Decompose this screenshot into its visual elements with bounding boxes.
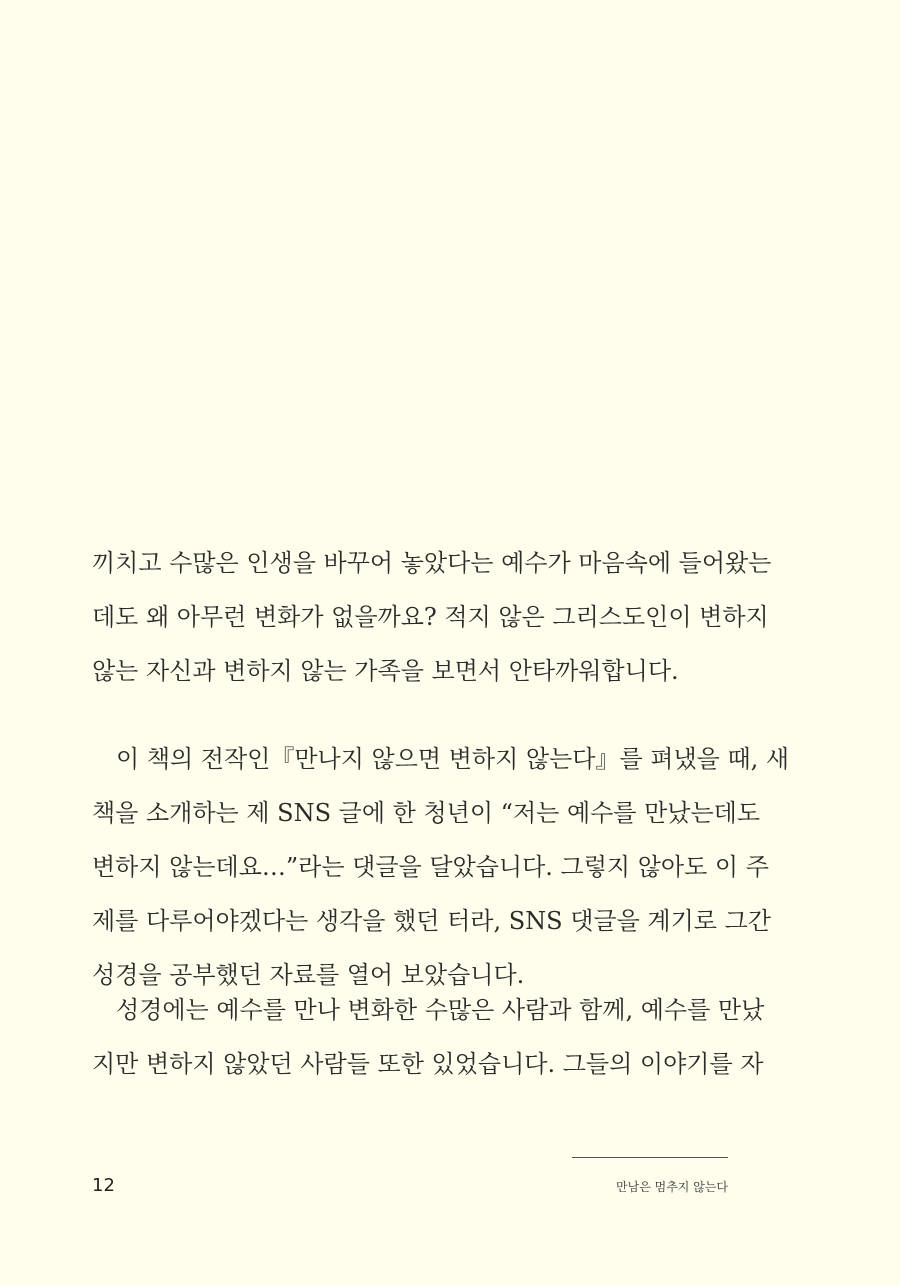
text-line: 성경을 공부했던 자료를 열어 보았습니다. (92, 961, 525, 989)
text-line: 지만 변하지 않았던 사람들 또한 있었습니다. 그들의 이야기를 자 (92, 1050, 764, 1078)
text-line: 제를 다루어야겠다는 생각을 했던 터라, SNS 댓글을 계기로 그간 (92, 907, 771, 935)
footer-divider (572, 1157, 728, 1158)
text-line: 책을 소개하는 제 SNS 글에 한 청년이 “저는 예수를 만났는데도 (92, 799, 761, 827)
text-line: 변하지 않는데요…”라는 댓글을 달았습니다. 그렇지 않아도 이 주 (92, 853, 769, 881)
text-line: 이 책의 전작인『만나지 않으면 변하지 않는다』를 펴냈을 때, 새 (116, 745, 790, 773)
page-number: 12 (92, 1175, 115, 1196)
text-line: 끼치고 수많은 인생을 바꾸어 놓았다는 예수가 마음속에 들어왔는 (92, 549, 772, 577)
text-line: 성경에는 예수를 만나 변화한 수많은 사람과 함께, 예수를 만났 (116, 996, 765, 1024)
text-line: 데도 왜 아무런 변화가 없을까요? 적지 않은 그리스도인이 변하지 (92, 603, 769, 631)
text-line: 않는 자신과 변하지 않는 가족을 보면서 안타까워합니다. (92, 657, 679, 685)
running-title: 만남은 멈추지 않는다 (616, 1180, 728, 1194)
